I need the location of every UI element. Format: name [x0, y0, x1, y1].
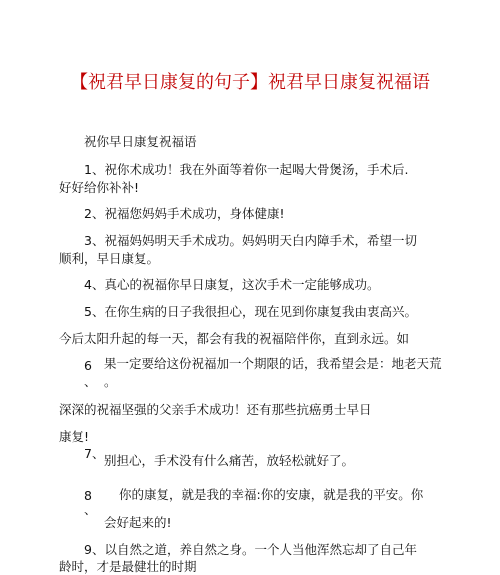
paragraph-7-text: 别担心，手术没有什么痛苦，放轻松就好了。 — [104, 453, 355, 468]
paragraph-8-mark: 、 — [84, 502, 97, 517]
paragraph-7-number: 7、 — [84, 446, 105, 461]
paragraph-6-line-1: 果一定要给这份祝福加一个期限的话，我希望会是：地老天荒 — [104, 356, 442, 371]
paragraph-1-line-2: 好好给你补补! — [59, 180, 140, 195]
subtitle: 祝你早日康复祝福语 — [84, 134, 197, 149]
paragraph-5-continued: 今后太阳升起的每一天，都会有我的祝福陪伴你，直到永远。如 — [59, 331, 410, 346]
paragraph-4: 4、真心的祝福你早日康复，这次手术一定能够成功。 — [84, 277, 380, 292]
paragraph-7-line-2: 康复! — [59, 429, 90, 444]
paragraph-3-line-1: 3、祝福妈妈明天手术成功。妈妈明天白内障手术，希望一切 — [84, 233, 417, 248]
paragraph-1-line-1: 1、祝你术成功！我在外面等着你一起喝大骨煲汤，手术后. — [84, 162, 409, 177]
paragraph-6-line-2: 。 — [104, 374, 117, 389]
paragraph-8-number: 8 — [84, 488, 92, 503]
paragraph-6-mark: 、 — [84, 374, 97, 389]
paragraph-3-line-2: 顺利，早日康复。 — [59, 251, 160, 266]
paragraph-9-line-1: 9、以自然之道，养自然之身。一个人当他浑然忘却了自己年 — [84, 542, 417, 557]
paragraph-7-line-1: 深深的祝福坚强的父亲手术成功！还有那些抗癌勇士早日 — [59, 402, 372, 417]
paragraph-2: 2、祝福您妈妈手术成功，身体健康! — [84, 206, 285, 221]
paragraph-6-number: 6 — [84, 358, 92, 373]
paragraph-8-line-2: 会好起来的! — [104, 515, 172, 530]
document-title: 【祝君早日康复的句子】祝君早日康复祝福语 — [70, 72, 430, 93]
paragraph-8-line-1: 你的康复，就是我的幸福:你的安康，就是我的平安。你 — [119, 487, 424, 502]
paragraph-5: 5、在你生病的日子我很担心，现在见到你康复我由衷高兴。 — [84, 304, 417, 319]
paragraph-9-line-2: 龄时，才是最健壮的时期 — [59, 559, 197, 574]
